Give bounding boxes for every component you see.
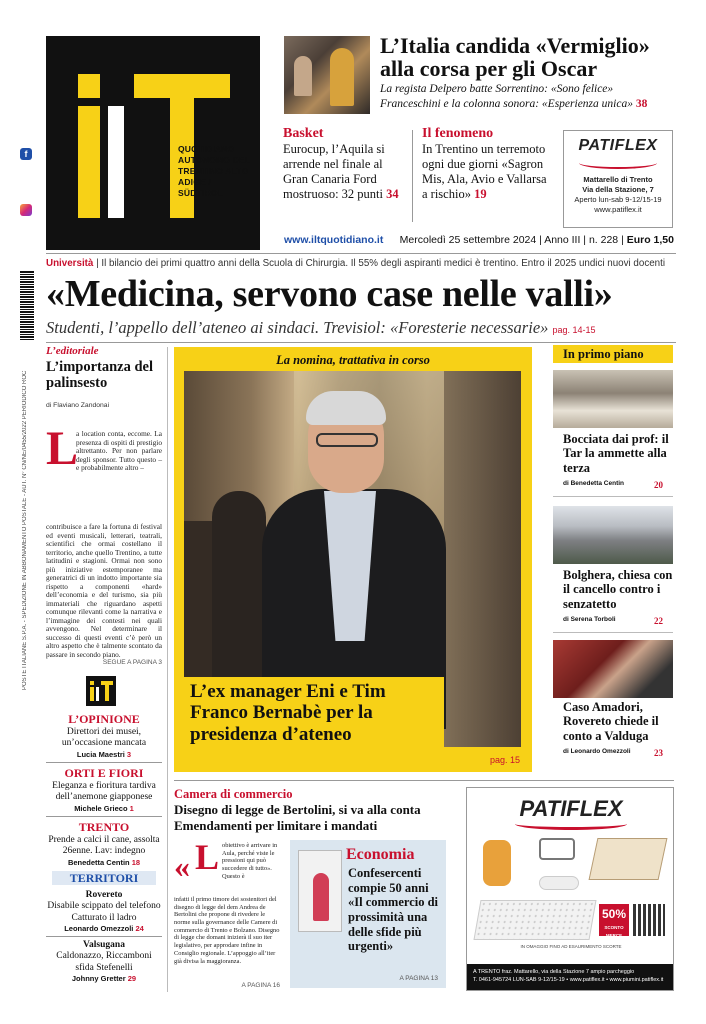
section-author (46, 924, 162, 933)
primo-item-title[interactable]: Bocciata dai prof: il Tar la ammette alla terza (563, 432, 669, 475)
page-ref: 23 (654, 748, 663, 758)
camera-kicker: Camera di commercio (174, 787, 293, 801)
photo-figure (212, 491, 266, 691)
section-opinione[interactable] (46, 712, 162, 759)
editorial-kicker: L’editoriale (46, 345, 99, 357)
facebook-icon[interactable]: f (20, 148, 32, 160)
page-ref: 34 (386, 187, 399, 201)
column-divider (167, 347, 168, 992)
section-heading: Rovereto (85, 890, 123, 900)
bed-frame-image (539, 838, 575, 860)
postal-info: POSTE ITALIANE S.P.A. - SPEDIZIONE IN ABBONAMENTO POSTALE - AUT. N° CN/NE/0455/2022 PERIODICO ROC (22, 370, 28, 690)
masthead-logo[interactable] (46, 36, 260, 250)
page-ref: 18 (131, 857, 141, 867)
qr-code[interactable] (633, 904, 665, 936)
rule (174, 780, 674, 781)
author-name: Lucia Maestri (76, 749, 125, 759)
dateline (284, 234, 674, 246)
main-subhead (46, 318, 676, 338)
social-icons (20, 148, 34, 216)
economia-label: Economia (346, 846, 415, 863)
rule (553, 632, 673, 633)
teaser-text-wrap (422, 142, 552, 202)
section-text: Prende a calci il cane, assolta 26enne. Lav: indegno (48, 835, 160, 857)
site-url-link[interactable]: www.iltquotidiano.it (284, 234, 384, 246)
teaser-basket[interactable] (283, 126, 403, 202)
page-ref: A PAGINA 13 (399, 975, 438, 982)
ad-fine-print: IN OMAGGIO FINO AD ESAURIMENTO SCORTE (520, 944, 622, 949)
section-text: Disabile scippato del telefono Catturato il ladro (47, 901, 161, 923)
page-ref: 24 (135, 924, 144, 934)
editorial-dropcap: L (46, 422, 79, 475)
university-bar[interactable]: Università | Il bilancio dei primi quattro anni della Scuola di Chirurgia. Il 55% degli aspiranti medici è trentino. Entro il 2025 undici nuovi docenti (46, 258, 666, 269)
author-name: Johnny Gretter (71, 974, 126, 984)
author-name: Benedetta Centin (67, 857, 130, 867)
ad-arc (515, 818, 627, 830)
page-ref: 20 (654, 480, 663, 490)
section-territori-label: TERRITORI (52, 871, 156, 885)
editorial-body: contribuisce a fare la fortuna di festival ed eventi musicali, letterari, teatrali, scientifici che ormai costellano il territorio, anche quello Trentino, a tutte latitudini e stagioni. Ormai non sono più iniziative estemporanee ma generatrici di un indotto importante sia rispetto a componenti «hard» dell’economia e del turismo, sia più immateriali che riguardano aspetti comunque rilevanti come la narrativa e l’immagine dei contesti nei quali avvengono. Nel determinare il successo di questi eventi c’è però un altro aspetto che è talmente scontato da passare in secondo piano. (46, 522, 162, 659)
logo-i-dot (78, 74, 100, 98)
section-text: Eleganza e fioritura tardiva dell’anemone giapponese (52, 781, 156, 803)
ad-contact-bar (467, 964, 673, 990)
top-story-subhead (380, 82, 676, 112)
amadori-photo[interactable] (553, 640, 673, 698)
discount-note: SCONTO MERCE (604, 925, 624, 938)
rule (46, 816, 162, 817)
discount-value: 50% (601, 907, 627, 921)
teaser-text: In Trentino un terremoto ogni due giorni «Sagron Mis, Ala, Avio e Vallarsa a rischio» (422, 142, 547, 201)
economia-thumbnail (298, 850, 342, 932)
teaser-text: Eurocup, l’Aquila si arrende nel finale al Gran Canaria Ford mostruoso: 32 punti (283, 142, 385, 201)
section-author (46, 750, 162, 759)
camera-quote-mark: « (174, 848, 190, 884)
page-ref: pag. 15 (489, 755, 520, 765)
camera-continue-link[interactable]: A PAGINA 16 (241, 982, 280, 989)
main-subhead-text: Studenti, l’appello dell’ateneo ai sindaci. Trevisiol: «Foresterie necessarie» (46, 318, 549, 337)
discount-badge (599, 904, 629, 936)
ad-contacts: T. 0461-945724 LUN-SAB 9-12/15-19 • www.patiflex.it • www.piumini.patiflex.it (473, 977, 664, 984)
rule (46, 936, 162, 937)
mini-logo (86, 676, 116, 706)
logo-l (108, 106, 124, 218)
rule (46, 342, 676, 343)
logo-part (90, 687, 94, 701)
armchair-image (483, 840, 511, 886)
section-author (46, 974, 162, 983)
primo-item-byline (563, 480, 663, 490)
rule (46, 253, 676, 254)
section-heading: ORTI E FIORI (64, 766, 144, 780)
primo-item-byline (563, 616, 663, 626)
section-rovereto[interactable] (46, 890, 162, 933)
camera-dropcap: L (195, 837, 220, 877)
economia-text: Confesercenti compie 50 anni «Il commercio di prossimità una delle sfide più urgenti» (348, 866, 439, 954)
ad-line: Via della Stazione, 7 (582, 185, 654, 195)
page-ref: 19 (474, 187, 487, 201)
teaser-fenomeno[interactable] (422, 126, 552, 202)
logo-part (90, 681, 94, 685)
main-headline[interactable]: «Medicina, servono case nelle valli» (46, 273, 613, 315)
section-heading: TRENTO (78, 820, 130, 834)
issue-date: Mercoledì 25 settembre 2024 (399, 234, 537, 246)
ad-line: Aperto lun-sab 9-12/15-19 (574, 195, 662, 205)
page-ref: 22 (654, 616, 663, 626)
author-name: di Serena Torboli (563, 616, 616, 623)
issue-number: Anno III | n. 228 (544, 234, 619, 246)
photo-hair (306, 391, 386, 425)
page-ref: pag. 14-15 (552, 325, 596, 335)
section-valsugana[interactable] (46, 940, 162, 983)
photo-figure (330, 48, 354, 106)
teaser-kicker: Basket (283, 126, 324, 141)
university-text: Il bilancio dei primi quattro anni della Scuola di Chirurgia. Il 55% degli aspiranti medici è trentino. Entro il 2025 undici nuovi docenti (101, 258, 666, 269)
ad-arc (579, 157, 657, 169)
ad-brand: PATIFLEX (578, 137, 658, 154)
teaser-text-wrap (283, 142, 403, 202)
primo-item-byline (563, 748, 663, 758)
mattress-image (473, 900, 596, 940)
camera-body: infatti il primo timore dei sostenitori del disegno di legge del dem Andrea de Bertolini che propone di rivedere le norme sulla governance delle Camere di commercio di Trento e Bolzano. Disegno di legge che domani inizierà il suo iter legislativo, per approdare infine in Consiglio regionale. L’appoggio all’iter già divisa la maggioranza. (174, 896, 280, 965)
vermiglio-photo[interactable] (284, 36, 370, 114)
logo-part (96, 687, 99, 701)
primo-item-title[interactable]: Bolghera, chiesa con il cancello contro i senzatetto (563, 568, 673, 611)
camera-body: obiettivo è arrivare in Aula, perché viste le pressioni qui può succedere di tutto». Questo è (222, 842, 278, 880)
author-name: Michele Grieco (74, 803, 128, 813)
bed-base-image (589, 838, 668, 880)
section-author (46, 804, 162, 813)
section-author (46, 858, 162, 867)
section-trento[interactable] (46, 820, 162, 867)
logo-t-bar (134, 74, 230, 98)
teaser-kicker: Il fenomeno (422, 126, 494, 141)
classroom-photo[interactable] (553, 370, 673, 428)
editorial-author: di Flaviano Zandonai (46, 402, 110, 409)
section-text: Caldonazzo, Riccamboni sfida Stefenelli (56, 951, 152, 973)
logo-i-stem (78, 106, 100, 218)
church-photo[interactable] (553, 506, 673, 564)
logo-part (105, 685, 109, 701)
primo-piano-label: In primo piano (553, 345, 673, 363)
ad-address: A TRENTO fraz. Mattarello, via della Stazione 7 ampio parcheggio (473, 969, 635, 975)
economia-box[interactable] (290, 840, 446, 988)
photo-glasses (316, 433, 378, 447)
ad-line: Mattarello di Trento (583, 175, 653, 184)
section-orti-fiori[interactable] (46, 766, 162, 813)
top-story-subhead-text: La regista Delpero batte Sorrentino: «Sono felice» Franceschini e la colonna sonora: «Esperienza unica» (380, 83, 633, 110)
issue-info: Mercoledì 25 settembre 2024 | Anno III | n. 228 | Euro 1,50 (399, 234, 674, 246)
camera-title[interactable]: Disegno di legge de Bertolini, si va alla conta Emendamenti per limitare i mandati (174, 802, 421, 833)
page-ref: 38 (635, 97, 648, 110)
barcode (20, 270, 34, 340)
page-ref: 1 (129, 803, 134, 813)
patiflex-ad-small[interactable] (563, 130, 673, 228)
section-text: Direttori dei musei, un’occasione mancata (61, 727, 147, 749)
author-name: Leonardo Omezzoli (64, 924, 134, 934)
editorial-continue-link[interactable]: SEGUE A PAGINA 3 (102, 659, 162, 666)
ad-brand: PATIFLEX (519, 796, 623, 821)
ad-line: www.patiflex.it (594, 205, 642, 215)
logo-tagline: QUOTIDIANO AUTONOMO DEL TRENTINO ALTO ADIGE / SÜDTIROL (178, 144, 250, 198)
primo-item-title[interactable]: Caso Amadori, Rovereto chiede il conto a Valduga (563, 700, 659, 743)
section-heading: L’OPINIONE (68, 712, 140, 726)
author-name: di Benedetta Centin (563, 480, 625, 487)
divider (412, 130, 413, 222)
feature-kicker: La nomina, trattativa in corso (276, 353, 430, 367)
author-name: di Leonardo Omezzoli (563, 748, 631, 755)
university-label: Università (46, 258, 94, 269)
editorial-body: a location conta, eccome. La presenza di ospiti di prestigio altrettanto. Per non parlare degli sponsor. Tutto questo – e probabilmente altro – (76, 429, 162, 473)
issue-price: Euro 1,50 (626, 234, 674, 246)
patiflex-ad-large[interactable] (466, 787, 674, 991)
section-heading: Valsugana (83, 940, 125, 950)
page-ref: 29 (127, 974, 137, 984)
top-story-headline[interactable]: L’Italia candida «Vermiglio» alla corsa per gli Oscar (380, 33, 650, 82)
editorial-title[interactable]: L’importanza del palinsesto (46, 359, 154, 391)
feature-caption: L’ex manager Eni e Tim Franco Bernabè per la presidenza d’ateneo (184, 677, 444, 749)
rule (46, 762, 162, 763)
instagram-icon[interactable] (20, 204, 32, 216)
feature-bernabe[interactable] (174, 347, 532, 772)
thumbnail-figure (313, 873, 329, 921)
photo-figure (294, 56, 312, 96)
page-ref: 3 (126, 749, 132, 759)
pillow-image (539, 876, 579, 890)
rule (553, 496, 673, 497)
